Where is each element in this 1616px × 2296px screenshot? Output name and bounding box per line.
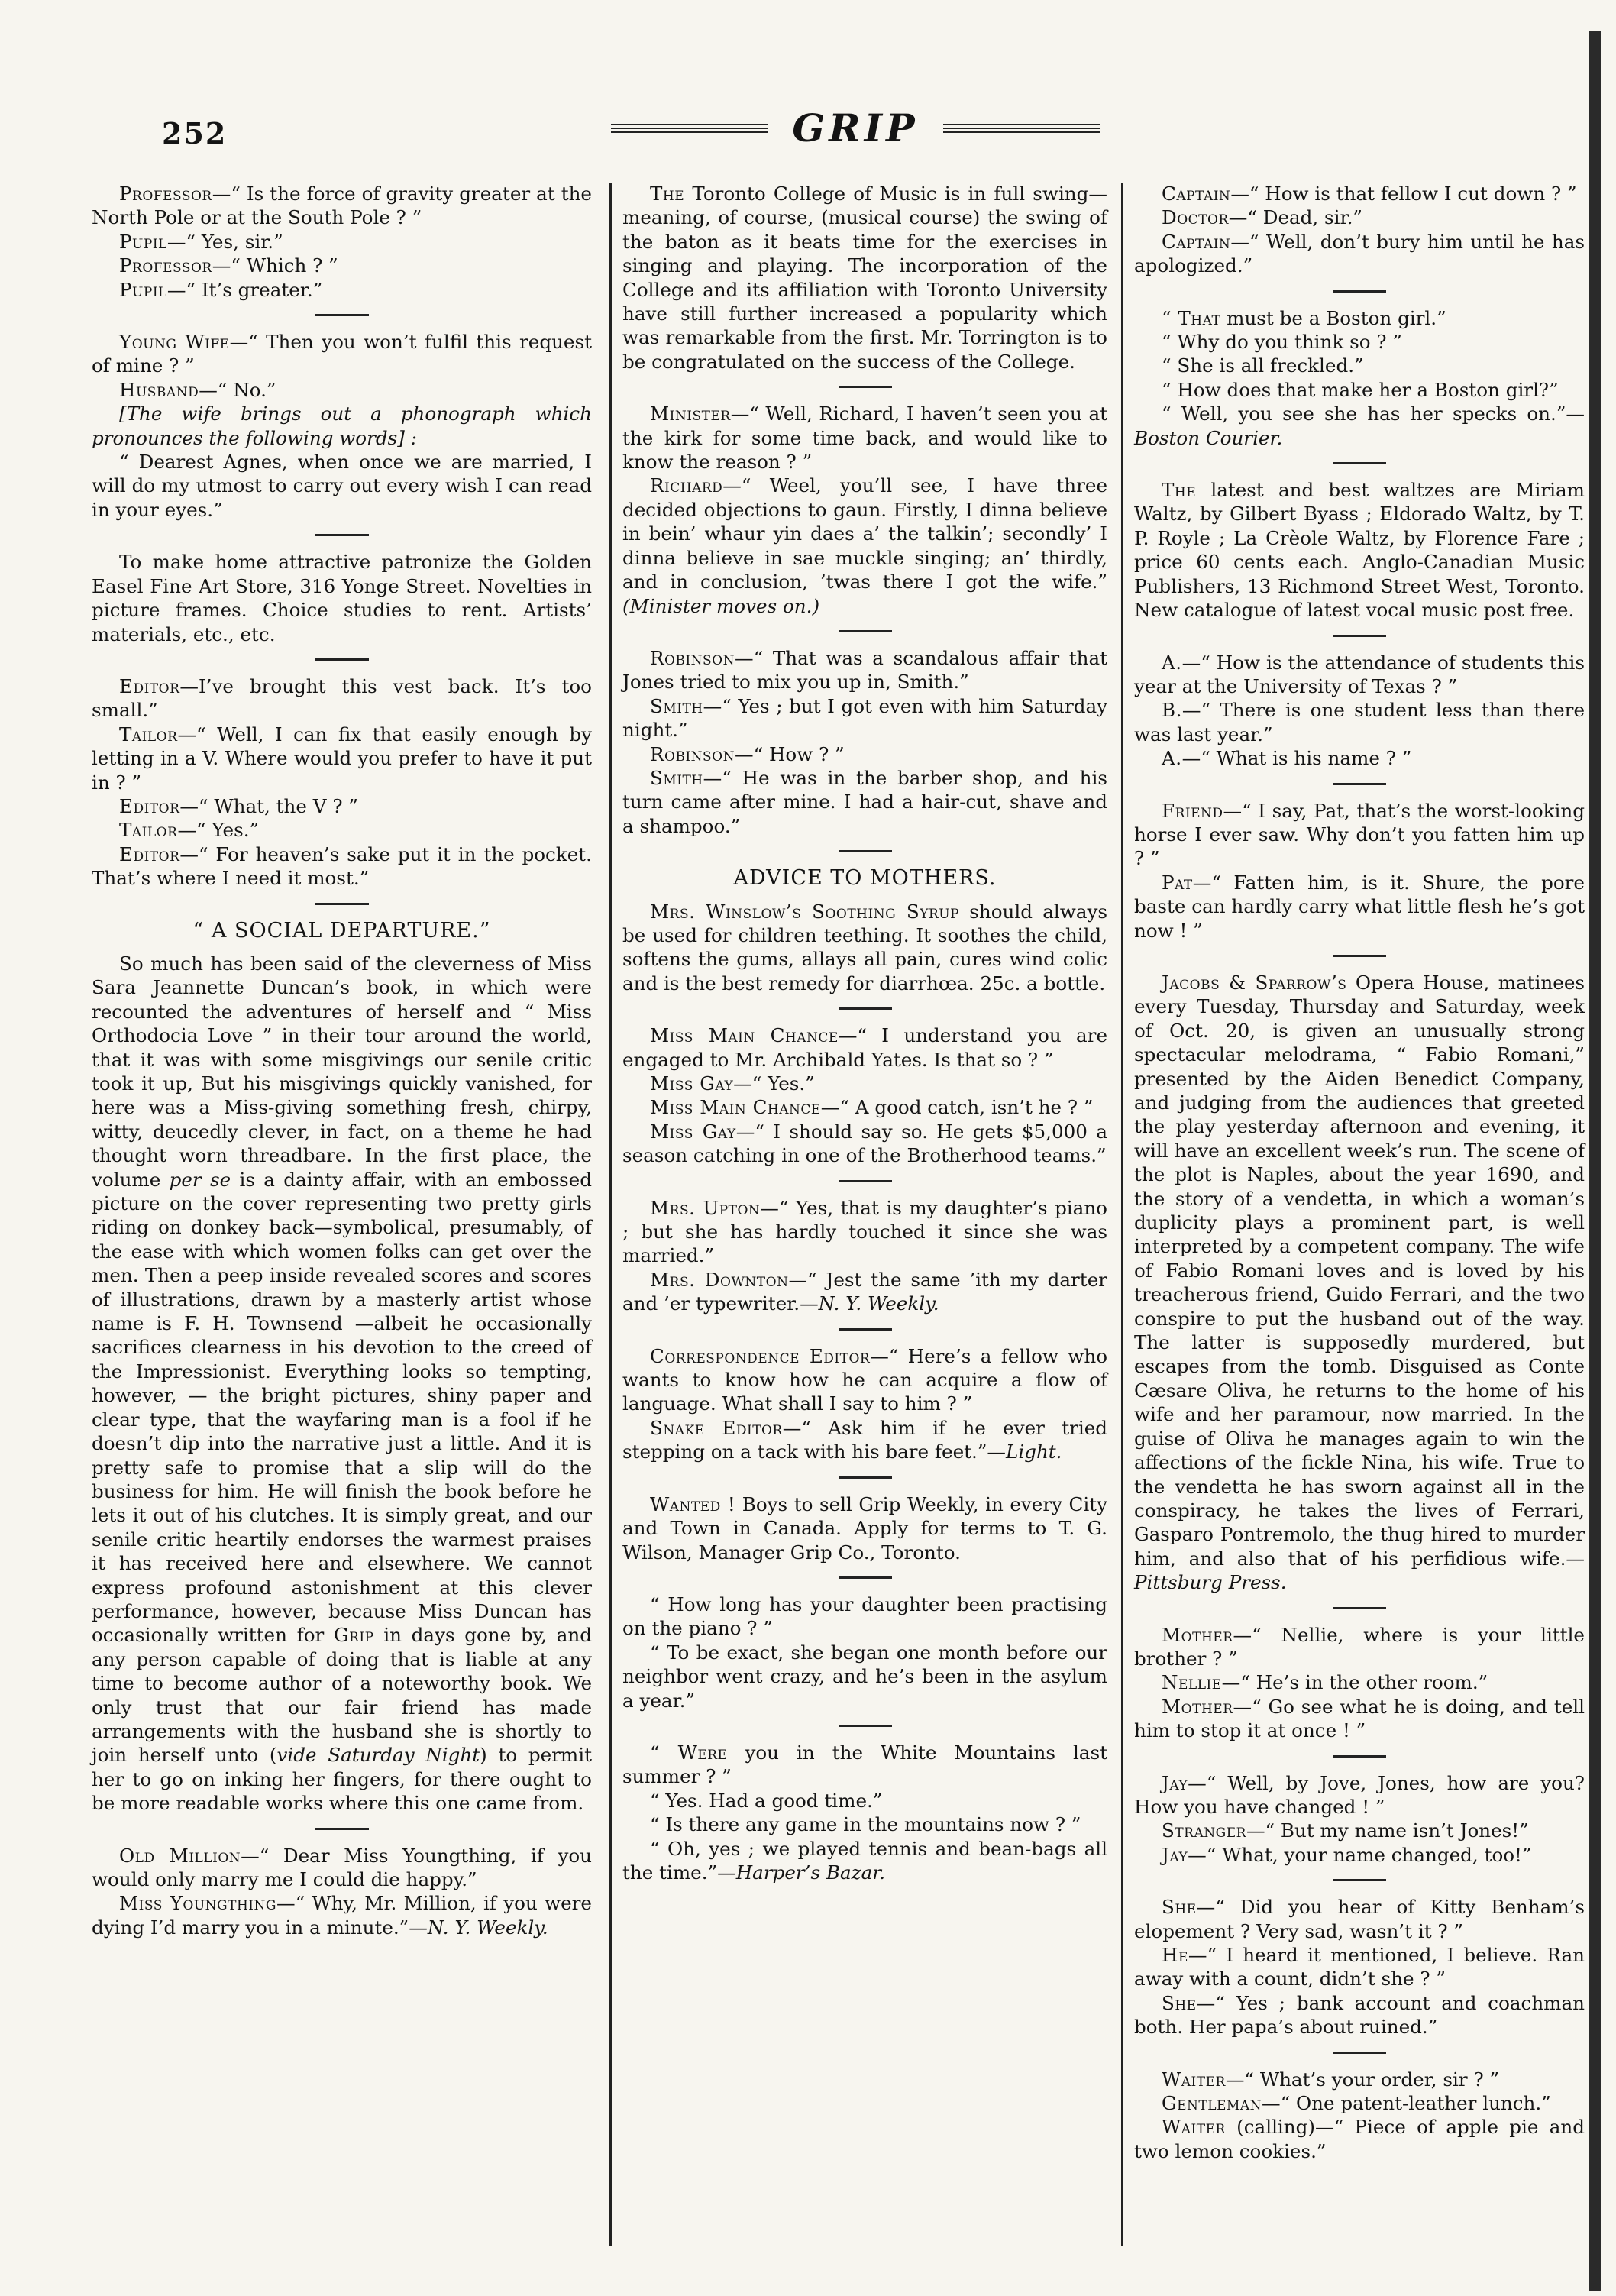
dialogue-line: Richard—“ Weel, you’ll see, I have three decided objections to gaun. Firstly, I dinna believe in bein’ whaur yin daes a’ the talkin’; secondly’ I dinna believe in sae muckle singing; an’ thirdly, and in conclusion, ’twas there I got the wife.” (Minister moves on.) [622, 474, 1107, 617]
separator-rule [315, 903, 369, 905]
masthead-rule-right [943, 124, 1100, 134]
dialogue-line: Smith—“ He was in the barber shop, and his turn came after mine. I had a hair-cut, shave and a shampoo.” [622, 766, 1107, 837]
separator-rule [315, 1828, 369, 1830]
dialogue-line: “ How does that make her a Boston girl?” [1162, 378, 1559, 401]
page-edge-shadow [1589, 31, 1601, 2291]
masthead [611, 107, 1100, 153]
dialogue-line: Old Million—“ Dear Miss Youngthing, if you would only marry me I could die happy.” [92, 1844, 593, 1890]
column-1 [92, 182, 592, 1939]
separator-rule [839, 1007, 892, 1010]
dialogue-line: Miss Gay—“ I should say so. He gets $5,000 a season catching in one of the Brotherhood teams.” [622, 1120, 1107, 1167]
dialogue-line: Mrs. Upton—“ Yes, that is my daughter’s piano ; but she has hardly touched it since she was married.” [622, 1196, 1107, 1267]
dialogue-line: Editor—“ For heaven’s sake put it in the pocket. That’s where I need it most.” [92, 842, 592, 890]
dialogue-line: Snake Editor—“ Ask him if he ever tried stepping on a tack with his bare feet.”—Light. [622, 1416, 1107, 1463]
dialogue-line: “ Yes. Had a good time.” [650, 1789, 883, 1812]
separator-rule [839, 1725, 892, 1727]
dialogue-line: She—“ Yes ; bank account and coachman both. Her papa’s about ruined.” [1134, 1991, 1585, 2039]
stage-direction: [The wife brings out a phonograph which pronounces the following words] : [92, 403, 592, 449]
separator-rule [1333, 1755, 1386, 1758]
dialogue-line: Professor—“ Is the force of gravity greater at the North Pole or at the South Pole ? ” [92, 183, 592, 229]
separator-rule [315, 534, 369, 536]
dialogue-line: A.—“ What is his name ? ” [1162, 747, 1412, 770]
dialogue-line: Waiter—“ What’s your order, sir ? ” [1162, 2068, 1500, 2091]
dialogue-line: She—“ Did you hear of Kitty Benham’s elopement ? Very sad, wasn’t it ? ” [1134, 1896, 1585, 1942]
dialogue-line: A.—“ How is the attendance of students this year at the University of Texas ? ” [1134, 651, 1585, 697]
dialogue-line: Gentleman—“ One patent-leather lunch.” [1162, 2092, 1551, 2115]
dialogue-line: Robinson—“ That was a scandalous affair that Jones tried to mix you up in, Smith.” [622, 646, 1107, 694]
dialogue-line: Jay—“ Well, by Jove, Jones, how are you? How you have changed ! ” [1134, 1771, 1585, 1818]
separator-rule [1333, 635, 1386, 637]
dialogue-line: Tailor—“ Well, I can fix that easily enough by letting in a V. Where would you prefer to have it put in ? ” [92, 723, 592, 794]
paragraph: The Toronto College of Music is in full swing—meaning, of course, (musical course) the swing of the baton as it beats time for the exercises in singing and playing. The incorporation of the College and its affiliation with Toronto University have still further increased a popularity which was remarkable from the first. Mr. Torrington is to be congratulated on the success of the College. [622, 183, 1107, 373]
dialogue-line: Captain—“ How is that fellow I cut down ? ” [1162, 183, 1577, 205]
dialogue-line: Tailor—“ Yes.” [119, 819, 260, 842]
separator-rule [315, 314, 369, 316]
separator-rule [1333, 462, 1386, 464]
dialogue-line: Mother—“ Nellie, where is your little brother ? ” [1134, 1623, 1585, 1670]
separator-rule [839, 630, 892, 632]
separator-rule [839, 850, 892, 852]
separator-rule [1333, 783, 1386, 785]
dialogue-line: Minister—“ Well, Richard, I haven’t seen you at the kirk for some time back, and would like to know the reason ? ” [622, 403, 1107, 474]
dialogue-line: “ Oh, yes ; we played tennis and bean-bags all the time.”—Harper’s Bazar. [622, 1837, 1107, 1884]
dialogue-line: “ Is there any game in the mountains now ? ” [650, 1813, 1081, 1836]
page-number: 252 [162, 116, 228, 150]
advertisement: Mrs. Winslow’s Soothing Syrup should always be used for children teething. It soothes the child, softens the gums, allays all pain, cures wind colic and is the best remedy for diarrhœa. 25c. a bottle. [622, 900, 1107, 994]
dialogue-line: Miss Youngthing—“ Why, Mr. Million, if you were dying I’d marry you in a minute.”—N. Y. Weekly. [92, 1892, 592, 1939]
dialogue-line: “ How long has your daughter been practising on the piano ? ” [622, 1593, 1107, 1640]
dialogue-line: Miss Main Chance—“ I understand you are engaged to Mr. Archibald Yates. Is that so ? ” [622, 1024, 1107, 1071]
dialogue-line: Smith—“ Yes ; but I got even with him Saturday night.” [622, 694, 1107, 742]
dialogue-line: Waiter (calling)—“ Piece of apple pie and two lemon cookies.” [1134, 2116, 1585, 2162]
column-3 [1134, 182, 1585, 2163]
separator-rule [839, 386, 892, 388]
dialogue-line: B.—“ There is one student less than there was last year.” [1134, 699, 1585, 745]
dialogue-line: Editor—“ What, the V ? ” [119, 794, 358, 817]
article-heading: ADVICE TO MOTHERS. [733, 866, 997, 891]
dialogue-line: Miss Main Chance—“ A good catch, isn’t he ? ” [650, 1096, 1094, 1119]
separator-rule [839, 1576, 892, 1579]
dialogue-line: Captain—“ Well, don’t bury him until he has apologized.” [1134, 230, 1585, 277]
advertisement: The latest and best waltzes are Miriam Waltz, by Gilbert Byass ; Eldorado Waltz, by T. P. Royle ; La Crèole Waltz, by Florence Fare ; price 60 cents each. Anglo-Canadian Music Publishers, 13 Richmond Street West, Toronto. New catalogue of latest vocal music post free. [1134, 479, 1585, 622]
dialogue-line: Stranger—“ But my name isn’t Jones!” [1162, 1819, 1529, 1842]
dialogue-line: “ To be exact, she began one month before our neighbor went crazy, and he’s been in the asylum a year.” [622, 1641, 1107, 1712]
dialogue-line: Pupil—“ Yes, sir.” [119, 230, 283, 253]
separator-rule [1333, 955, 1386, 957]
dialogue-line: Husband—“ No.” [119, 378, 276, 401]
article-heading: “ A SOCIAL DEPARTURE.” [192, 918, 491, 943]
dialogue-line: Doctor—“ Dead, sir.” [1162, 206, 1362, 229]
dialogue-line: Nellie—“ He’s in the other room.” [1162, 1671, 1488, 1694]
column-divider-2 [1121, 183, 1123, 2246]
separator-rule [839, 1180, 892, 1182]
masthead-rule-left [611, 124, 768, 134]
separator-rule [315, 658, 369, 661]
separator-rule [839, 1476, 892, 1479]
separator-rule [1333, 1879, 1386, 1881]
dialogue-line: Pat—“ Fatten him, is it. Shure, the pore baste can hardly carry what little flesh he’s got now ! ” [1134, 871, 1585, 942]
dialogue-line: Pupil—“ It’s greater.” [119, 278, 323, 301]
dialogue-line: He—“ I heard it mentioned, I believe. Ran away with a count, didn’t she ? ” [1134, 1944, 1585, 1990]
separator-rule [1333, 1607, 1386, 1609]
advertisement: To make home attractive patronize the Golden Easel Fine Art Store, 316 Yonge Street. Novelties in picture frames. Choice studies to rent. Artists’ materials, etc., etc. [92, 551, 592, 645]
dialogue-line: “ She is all freckled.” [1162, 354, 1364, 377]
dialogue-line: “ That must be a Boston girl.” [1162, 306, 1446, 329]
dialogue-line: Professor—“ Which ? ” [119, 254, 338, 277]
dialogue-line: Young Wife—“ Then you won’t fulfil this request of mine ? ” [92, 331, 592, 377]
column-divider-1 [609, 183, 612, 2246]
dialogue-line: Correspondence Editor—“ Here’s a fellow who wants to know how he can acquire a flow of language. What shall I say to him ? ” [622, 1344, 1107, 1415]
separator-rule [1333, 2052, 1386, 2054]
dialogue-line: Mrs. Downton—“ Jest the same ’ith my darter and ’er typewriter.—N. Y. Weekly. [622, 1268, 1108, 1315]
separator-rule [1333, 290, 1386, 293]
advertisement: Wanted ! Boys to sell Grip Weekly, in every City and Town in Canada. Apply for terms to T. G. Wilson, Manager Grip Co., Toronto. [622, 1492, 1107, 1564]
dialogue-line: Editor—I’ve brought this vest back. It’s too small.” [92, 674, 592, 722]
masthead-title: GRIP [792, 105, 919, 150]
dialogue-line: Friend—“ I say, Pat, that’s the worst-looking horse I ever saw. Why don’t you fatten him up ? ” [1134, 799, 1585, 870]
dialogue-line: Robinson—“ How ? ” [650, 742, 845, 765]
dialogue-line: Miss Gay—“ Yes.” [650, 1072, 815, 1095]
dialogue-line: “ Why do you think so ? ” [1162, 331, 1402, 354]
dialogue-line: “ Well, you see she has her specks on.”—Boston Courier. [1134, 403, 1585, 449]
dialogue-line: “ Were you in the White Mountains last summer ? ” [622, 1741, 1107, 1788]
separator-rule [839, 1328, 892, 1331]
column-2 [622, 182, 1107, 1884]
paragraph: “ Dearest Agnes, when once we are married, I will do my utmost to carry out every wish I can read in your eyes.” [92, 451, 592, 521]
article-body: So much has been said of the cleverness of Miss Sara Jeannette Duncan’s book, in which were recounted the adventures of herself and “ Miss Orthodocia Love ” in their tour around the world, that it was with some misgivings our senile critic took it up, But his misgivings quickly vanished, for here was a Miss-giving something fresh, chirpy, witty, deucedly clever, in fact, on a theme he had thought worn threadbare. In the first place, the volume per se is a dainty affair, with an embossed picture on the cover representing two pretty girls riding on donkey back—symbolical, presumably, of the ease with which women folks can get over the men. Then a peep inside revealed scores and scores of illustrations, drawn by a masterly artist whose name is F. H. Townsend —albeit he occasionally sacrifices clearness in his devotion to the creed of the Impressionist. Everything looks so tempting, however, — the bright pictures, shiny paper and clear type, that the wayfaring man is a fool if he doesn’t dip into the narrative just a little. And it is pretty safe to promise that a slip will do the business for him. He will finish the book before he lets it out of his clutches. It is simply great, and our senile critic heartily endorses the warmest praises it has received here and elsewhere. We cannot express profound astonishment at this clever performance, however, because Miss Duncan has occasionally written for Grip in days gone by, and any person capable of doing that is liable at any time to become author of a noteworthy book. We only trust that our fair friend has made arrangements with the husband she is shortly to join herself unto (vide Saturday Night) to permit her to go on inking her fingers, for there ought to be more readable works where this one came from. [92, 952, 592, 1815]
dialogue-line: Mother—“ Go see what he is doing, and tell him to stop it at once ! ” [1134, 1695, 1585, 1742]
dialogue-line: Jay—“ What, your name changed, too!” [1162, 1843, 1532, 1866]
advertisement: Jacobs & Sparrow’s Opera House, matinees every Tuesday, Thursday and Saturday, week of Oct. 20, is given an unusually strong spectacular melodrama, “ Fabio Romani,” presented by the Aiden Benedict Company, and judging from the audiences that greeted the play yesterday afternoon and evening, it will have an excellent week’s run. The scene of the plot is Naples, about the year 1690, and the story of a vendetta, in which a woman’s duplicity plays a prominent part, is well interpreted by a competent company. The wife of Fabio Romani loves and is loved by his treacherous friend, Guido Ferrari, and the two conspire to put the husband out of the way. The latter is supposedly murdered, but escapes from the tomb. Disguised as Conte Cæsare Oliva, he returns to the home of his wife and her paramour, now married. In the guise of Oliva he manages again to win the affections of the fickle Nina, his wife. True to the vendetta he has sworn against all in the conspiracy, he takes the lives of Ferrari, Gasparo Pontremolo, the thug hired to murder him, and also that of his perfidious wife.—Pittsburg Press. [1134, 971, 1585, 1594]
